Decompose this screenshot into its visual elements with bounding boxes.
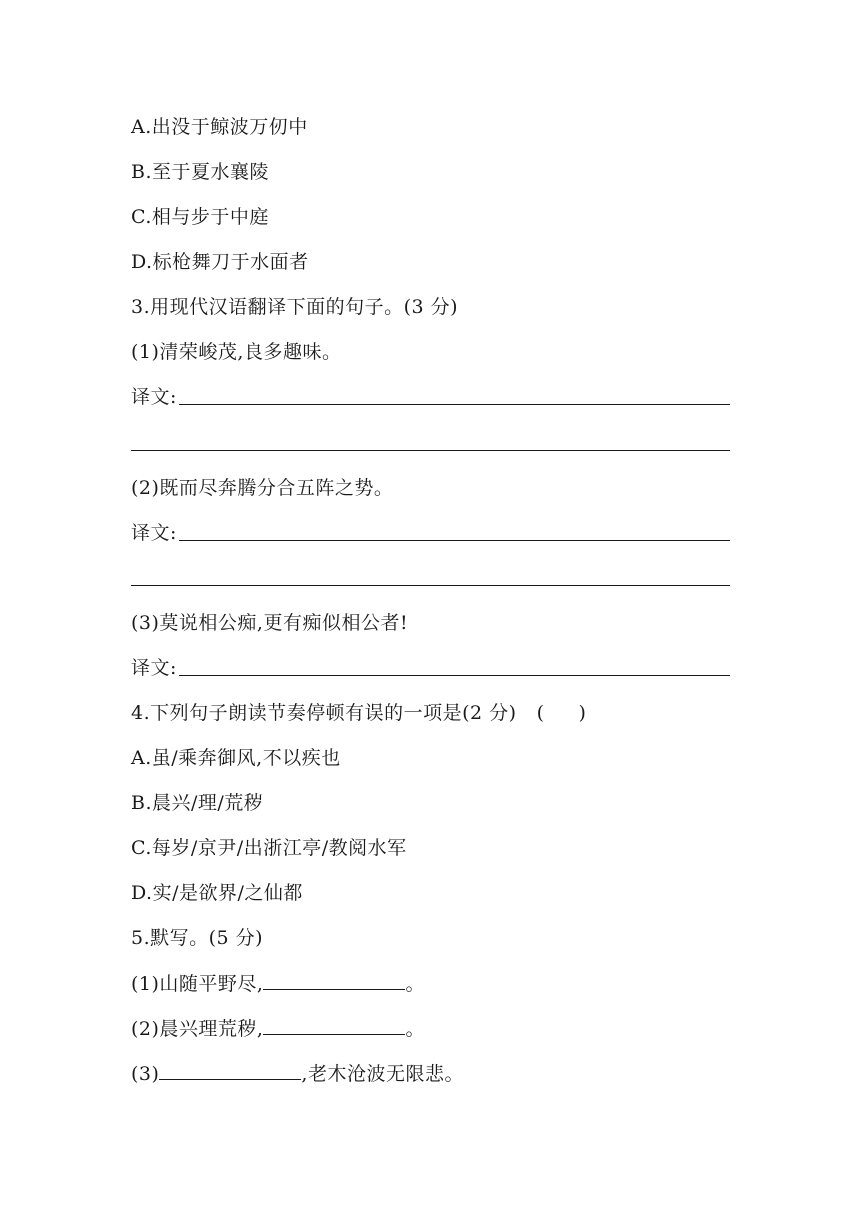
q4-title: 4.下列句子朗读节奏停顿有误的一项是(2 分) xyxy=(131,702,517,724)
q5-item-2-suffix: 。 xyxy=(405,1018,425,1040)
q5-item-3 xyxy=(131,1061,464,1086)
q5-item-2 xyxy=(131,1016,425,1041)
q4-answer-paren-close: ) xyxy=(578,702,587,724)
q5-blank-1[interactable] xyxy=(263,971,405,990)
q3-answer-line-1b[interactable] xyxy=(131,450,730,451)
q5-item-2-prefix: (2)晨兴理荒秽, xyxy=(131,1018,264,1040)
q3-answer-line-3[interactable] xyxy=(179,675,730,676)
q4-option-a: A.虽/乘奔御风,不以疾也 xyxy=(131,747,341,769)
q3-answer-label-3: 译文: xyxy=(131,657,177,679)
q4-title-row xyxy=(131,701,586,725)
q5-item-3-suffix: ,老木沧波无限悲。 xyxy=(301,1063,464,1085)
q3-answer-label-2: 译文: xyxy=(131,522,177,544)
q5-blank-3[interactable] xyxy=(159,1061,301,1080)
q5-title: 5.默写。(5 分) xyxy=(131,927,264,949)
q3-answer-line-2a[interactable] xyxy=(179,540,730,541)
q4-option-c: C.每岁/京尹/出浙江亭/教阅水军 xyxy=(131,837,407,859)
q2-option-b: B.至于夏水襄陵 xyxy=(131,161,270,183)
q5-item-3-prefix: (3) xyxy=(131,1063,160,1085)
q4-answer-paren-open: ( xyxy=(536,702,545,724)
q3-item-3: (3)莫说相公痴,更有痴似相公者! xyxy=(131,612,409,634)
q3-answer-label-1: 译文: xyxy=(131,386,177,408)
q5-blank-2[interactable] xyxy=(263,1016,405,1035)
q5-item-1-prefix: (1)山随平野尽, xyxy=(131,973,264,995)
q2-option-d: D.标枪舞刀于水面者 xyxy=(131,251,309,273)
q4-option-d: D.实/是欲界/之仙都 xyxy=(131,882,303,904)
q3-answer-line-2b[interactable] xyxy=(131,585,730,586)
q3-item-1: (1)清荣峻茂,良多趣味。 xyxy=(131,341,342,363)
q2-option-a: A.出没于鲸波万仞中 xyxy=(131,116,308,138)
q4-option-b: B.晨兴/理/荒秽 xyxy=(131,792,264,814)
q3-answer-line-1a[interactable] xyxy=(179,404,730,405)
q2-option-c: C.相与步于中庭 xyxy=(131,206,269,228)
q5-item-1 xyxy=(131,971,425,996)
q3-item-2: (2)既而尽奔腾分合五阵之势。 xyxy=(131,477,394,499)
q3-title: 3.用现代汉语翻译下面的句子。(3 分) xyxy=(131,296,459,318)
q5-item-1-suffix: 。 xyxy=(405,973,425,995)
